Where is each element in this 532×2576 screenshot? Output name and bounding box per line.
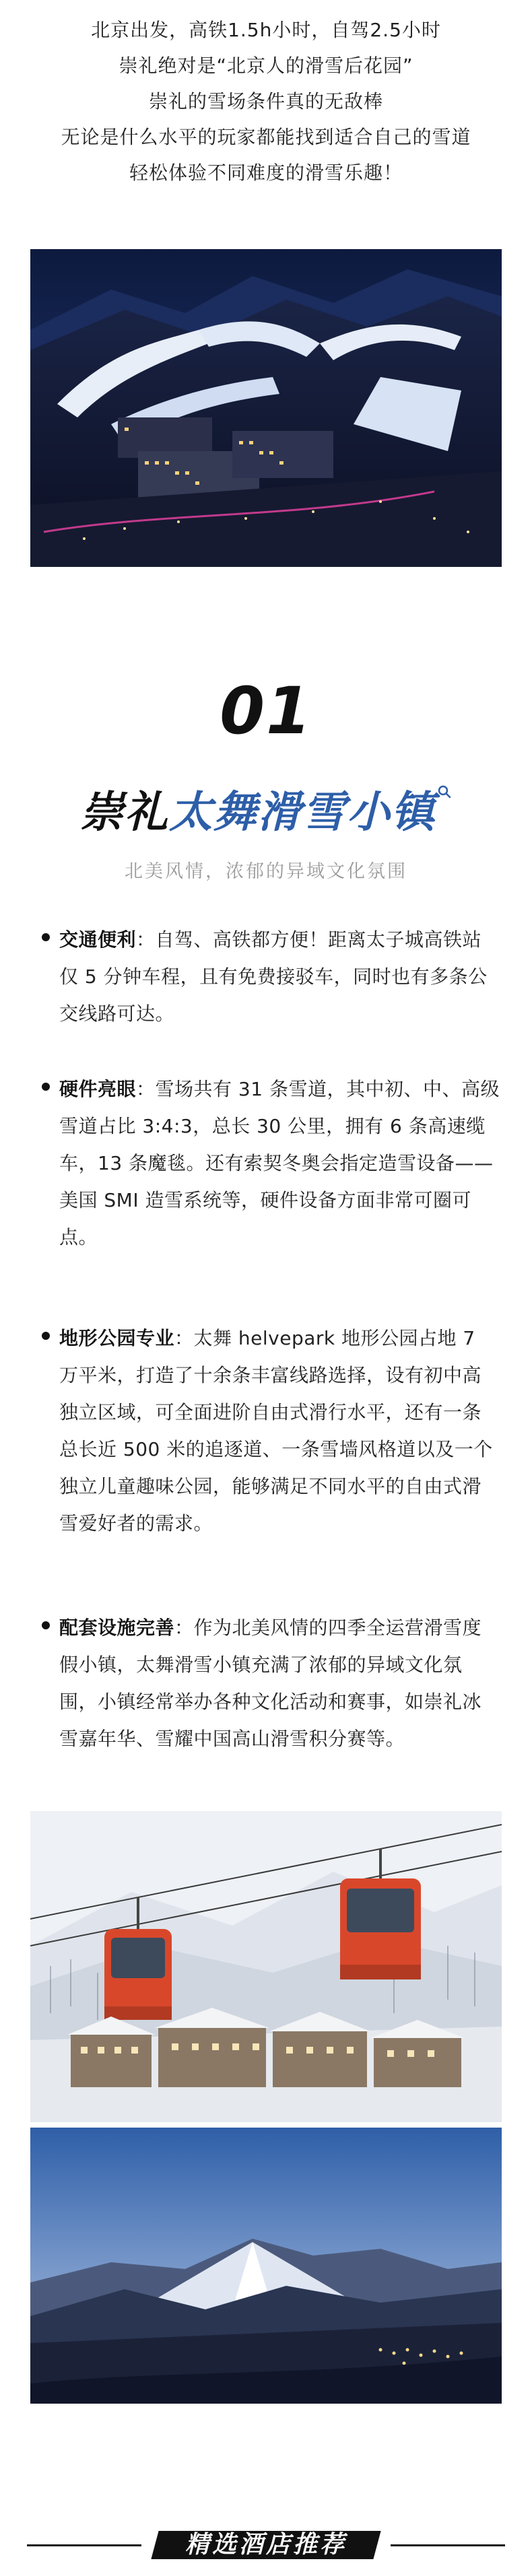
bullet-text: ：作为北美风情的四季全运营滑雪度假小镇，太舞滑雪小镇充满了浓郁的异域文化氛围，小镇经常举办各种文化活动和赛事，如崇礼冰雪嘉年华、雪耀中国高山滑雪积分赛等。 bbox=[59, 1617, 482, 1750]
divider-left bbox=[27, 2544, 141, 2546]
section-number: 01 bbox=[220, 673, 312, 749]
dusk-mountain-photo bbox=[30, 2128, 502, 2404]
bullet-text: ：雪场共有 31 条雪道，其中初、中、高级雪道占比 3:4:3，总长 30 公里，拥有 6 条高速缆车，13 条魔毯。还有索契冬奥会指定造雪设备——美国 SMI 造雪系统等，硬件设备方面非常可圈可点。 bbox=[59, 1078, 500, 1248]
intro-line: 无论是什么水平的玩家都能找到适合自己的雪道 bbox=[61, 126, 471, 148]
bullet-transport bbox=[42, 921, 500, 1032]
section-subtitle: 北美风情，浓郁的异域文化氛围 bbox=[125, 861, 407, 882]
intro-line: 轻松体验不同难度的滑雪乐趣！ bbox=[129, 162, 403, 184]
section-title bbox=[0, 778, 532, 840]
bullet-text: ：自驾、高铁都方便！距离太子城高铁站仅 5 分钟车程，且有免费接驳车，同时也有多条公交线路可达。 bbox=[59, 928, 488, 1025]
bullet-lead: 硬件亮眼 bbox=[59, 1078, 137, 1100]
intro-line: 北京出发，高铁1.5h小时，自驾2.5小时 bbox=[91, 19, 441, 41]
bullet-terrain-park bbox=[42, 1320, 500, 1542]
search-icon bbox=[437, 784, 452, 802]
intro-line: 崇礼的雪场条件真的无敌棒 bbox=[148, 90, 383, 112]
gondola-photo bbox=[30, 1811, 502, 2122]
bullet-dot bbox=[42, 933, 50, 941]
banner-label: 精选酒店推荐 bbox=[185, 2531, 347, 2558]
night-resort-photo bbox=[30, 249, 502, 567]
section-title-part1: 崇礼 bbox=[80, 788, 169, 838]
intro-line: 崇礼绝对是“北京人的滑雪后花园” bbox=[119, 55, 413, 77]
bullet-dot bbox=[42, 1083, 50, 1091]
divider-right bbox=[391, 2544, 505, 2546]
bullet-dot bbox=[42, 1332, 50, 1340]
section-title-part2: 太舞滑雪小镇 bbox=[169, 788, 436, 838]
bullet-text: ：太舞 helvepark 地形公园占地 7 万平米，打造了十余条丰富线路选择，设有初中高独立区域，可全面进阶自由式滑行水平，还有一条总长近 500 米的追逐道、一条雪墙风格道以及一个独立儿童趣味公园，能够满足不同水平的自由式滑雪爱好者的需求。 bbox=[59, 1327, 493, 1534]
intro-text bbox=[0, 12, 532, 191]
bullet-hardware bbox=[42, 1071, 500, 1256]
recommended-hotels-banner bbox=[0, 2528, 532, 2562]
bullet-lead: 配套设施完善 bbox=[59, 1617, 175, 1639]
bullet-lead: 地形公园专业 bbox=[59, 1327, 175, 1349]
bullet-lead: 交通便利 bbox=[59, 928, 137, 951]
bullet-facilities bbox=[42, 1609, 500, 1757]
bullet-dot bbox=[42, 1621, 50, 1629]
